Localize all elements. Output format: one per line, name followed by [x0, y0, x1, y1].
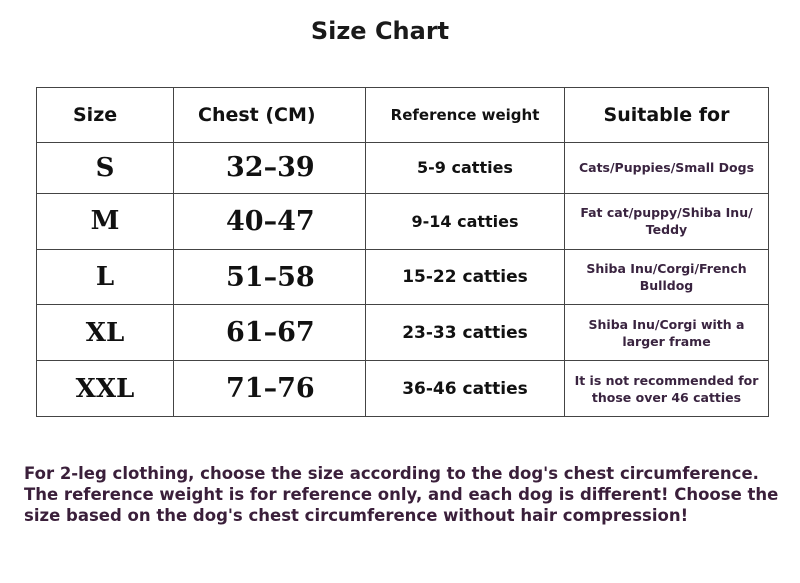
suitable-line: It is not recommended for: [574, 372, 759, 388]
suitable-cell: [565, 361, 769, 417]
table-row: [37, 143, 769, 194]
size-cell: L: [37, 249, 174, 305]
header-chest: Chest (CM): [174, 88, 366, 143]
table-row: [37, 193, 769, 249]
size-cell: S: [37, 143, 174, 194]
suitable-line: Shiba Inu/Corgi with a: [588, 316, 745, 332]
size-table: [36, 87, 769, 417]
suitable-cell: [565, 249, 769, 305]
table-row: [37, 305, 769, 361]
note-line: size based on the dog's chest circumference without hair compression!: [24, 506, 689, 525]
suitable-line: Teddy: [645, 222, 688, 238]
chest-cell: 51–58: [174, 249, 366, 305]
header-reference-weight: Reference weight: [366, 88, 565, 143]
header-suitable-for: Suitable for: [565, 88, 769, 143]
suitable-cell: [565, 305, 769, 361]
note-line: For 2-leg clothing, choose the size according to the dog's chest circumference.: [24, 464, 759, 483]
suitable-line: larger frame: [622, 333, 711, 349]
chest-cell: 71–76: [174, 361, 366, 417]
note-line: The reference weight is for reference only, and each dog is different! Choose the: [24, 485, 779, 504]
size-cell: XXL: [37, 361, 174, 417]
size-cell: M: [37, 193, 174, 249]
table-row: [37, 249, 769, 305]
suitable-cell: [565, 193, 769, 249]
page-title: Size Chart: [310, 17, 450, 45]
suitable-line: Fat cat/puppy/Shiba Inu/: [580, 205, 753, 221]
chest-cell: 32–39: [174, 143, 366, 194]
size-cell: XL: [37, 305, 174, 361]
suitable-line: those over 46 catties: [591, 389, 742, 405]
weight-cell: 15-22 catties: [366, 249, 565, 305]
suitable-line: Bulldog: [639, 278, 694, 294]
weight-cell: 9-14 catties: [366, 193, 565, 249]
weight-cell: 5-9 catties: [366, 143, 565, 194]
sizing-note: [24, 463, 779, 526]
weight-cell: 23-33 catties: [366, 305, 565, 361]
suitable-cell: Cats/Puppies/Small Dogs: [565, 143, 769, 194]
table-row: [37, 361, 769, 417]
chest-cell: 40–47: [174, 193, 366, 249]
suitable-line: Shiba Inu/Corgi/French: [586, 261, 747, 277]
chest-cell: 61–67: [174, 305, 366, 361]
header-size: Size: [37, 88, 174, 143]
table-header-row: [37, 88, 769, 143]
weight-cell: 36-46 catties: [366, 361, 565, 417]
